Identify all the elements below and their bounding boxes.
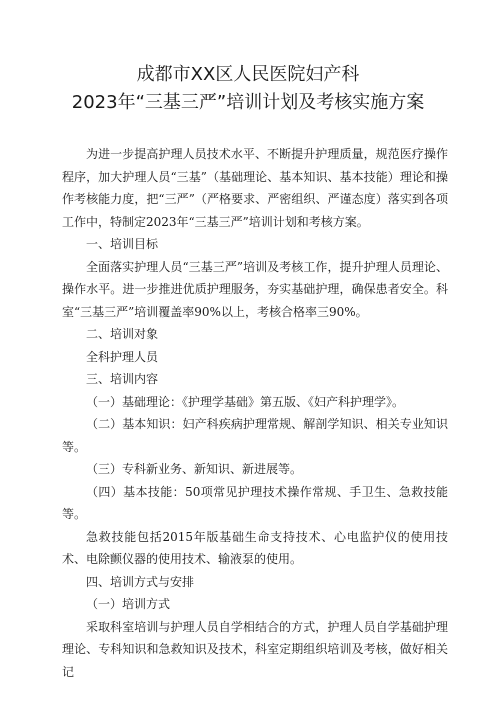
- document-body: [62, 143, 448, 683]
- section-heading-training-content: 三、培训内容: [86, 372, 159, 386]
- content-item-basic-knowledge: （二）基本知识：妇产科疾病护理常规、解剖学知识、相关专业知识等。: [62, 417, 448, 454]
- subheading-training-method: （一）培训方式: [86, 597, 171, 611]
- section-heading-training-target: 二、培训对象: [86, 327, 159, 341]
- content-item-basic-skills: （四）基本技能：50项常见护理技术操作常规、手卫生、急救技能等。: [62, 484, 448, 521]
- training-goal-paragraph: 全面落实护理人员“三基三严”培训及考核工作，提升护理人员理论、操作水平。进一步推进优质护理服务，夯实基础护理，确保患者安全。科室“三基三严”培训覆盖率90%以上，考核合格率三90%。: [62, 259, 448, 319]
- section-heading-training-method: 四、培训方式与安排: [86, 574, 195, 589]
- content-item-basic-theory: （一）基础理论：《护理学基础》第五版、《妇产科护理学》。: [86, 394, 405, 409]
- training-method-paragraph: 采取科室培训与护理人员自学相结合的方式，护理人员自学基础护理理论、专科知识和急救知识及技术，科室定期组织培训及考核，做好相关记: [62, 619, 448, 679]
- document-title-line1: 成都市XX区人民医院妇产科: [136, 64, 360, 85]
- content-item-specialty: （三）专科新业务、新知识、新进展等。: [86, 462, 303, 476]
- emergency-skills-paragraph: 急救技能包括2015年版基础生命支持技术、心电监护仪的使用技术、电除颤仪器的使用技术、输液泵的使用。: [62, 529, 448, 566]
- training-target-paragraph: 全科护理人员: [86, 349, 159, 364]
- document-title-line2: 2023年“三基三严”培训计划及考核实施方案: [71, 92, 425, 113]
- intro-paragraph: 为进一步提高护理人员技术水平、不断提升护理质量，规范医疗操作程序，加大护理人员“三基”（基础理论、基本知识、基本技能）理论和操作考核能力度，把“三严”（严格要求、严密组织、严谨态度）落实到各项工作中，特制定2023年“三基三严”培训计划和考核方案。: [62, 147, 448, 229]
- section-heading-training-goal: 一、培训目标: [86, 237, 159, 251]
